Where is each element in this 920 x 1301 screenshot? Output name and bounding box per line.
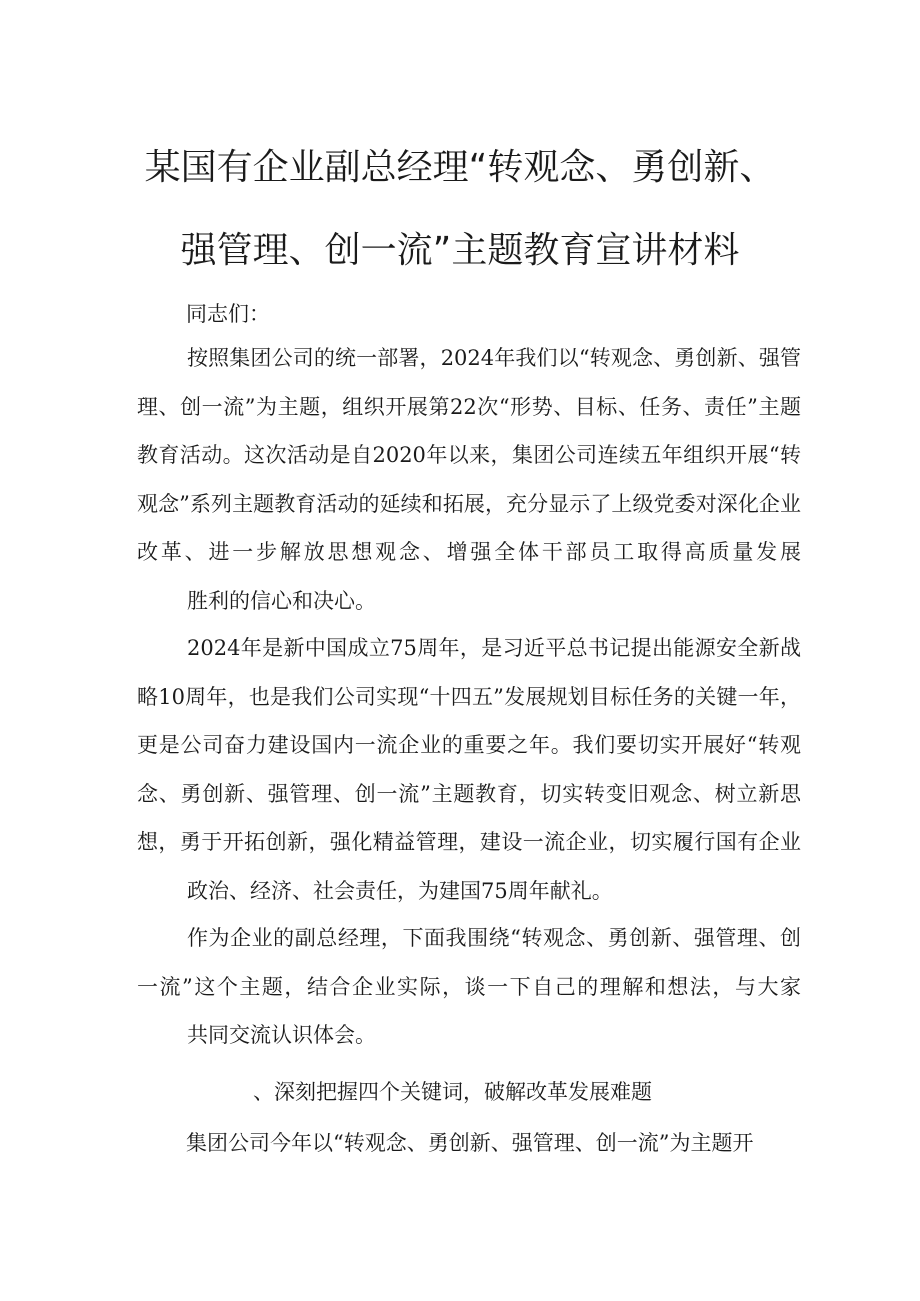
paragraph-3-ending: 共同交流认识体会。 (187, 1023, 376, 1047)
paragraph-2-text: 2024年是新中国成立75周年，是习近平总书记提出能源安全新战略10周年，也是我们公司实现“十四五”发展规划目标任务的关键一年，更是公司奋力建设国内一流企业的重要之年。我们要切实开展好“转观念、勇创新、强管理、创一流”主题教育，切实转变旧观念、树立新思想，勇于开拓创新，强化精益管理，建设一流企业，切实履行国有企业 (137, 636, 801, 854)
paragraph-3-text: 作为企业的副总经理，下面我围绕“转观念、勇创新、强管理、创一流”这个主题，结合企业实际，谈一下自己的理解和想法，与大家 (137, 926, 801, 999)
section-heading: 、深刻把握四个关键词，破解改革发展难题 (253, 1080, 652, 1104)
paragraph-1 (137, 334, 801, 625)
paragraph-2-ending: 政治、经济、社会责任，为建国75周年献礼。 (187, 878, 613, 903)
paragraph-1-ending: 胜利的信心和决心。 (187, 588, 376, 613)
paragraph-4-first-line: 集团公司今年以“转观念、勇创新、强管理、创一流”为主题开 (186, 1131, 754, 1155)
document-title-line-2: 强管理、创一流”主题教育宣讲材料 (180, 230, 740, 271)
paragraph-1-text: 按照集团公司的统一部署，2024年我们以“转观念、勇创新、强管理、创一流”为主题，组织开展第22次“形势、目标、任务、责任”主题教育活动。这次活动是自2020年以来，集团公司连续五年组织开展“转观念”系列主题教育活动的延续和拓展，充分显示了上级党委对深化企业改革、进一步解放思想观念、增强全体干部员工取得高质量发展 (137, 346, 801, 564)
document-title-line-1: 某国有企业副总经理“转观念、勇创新、 (144, 147, 776, 188)
greeting: 同志们： (186, 302, 270, 326)
paragraph-3 (137, 914, 801, 1060)
paragraph-2 (137, 624, 801, 915)
